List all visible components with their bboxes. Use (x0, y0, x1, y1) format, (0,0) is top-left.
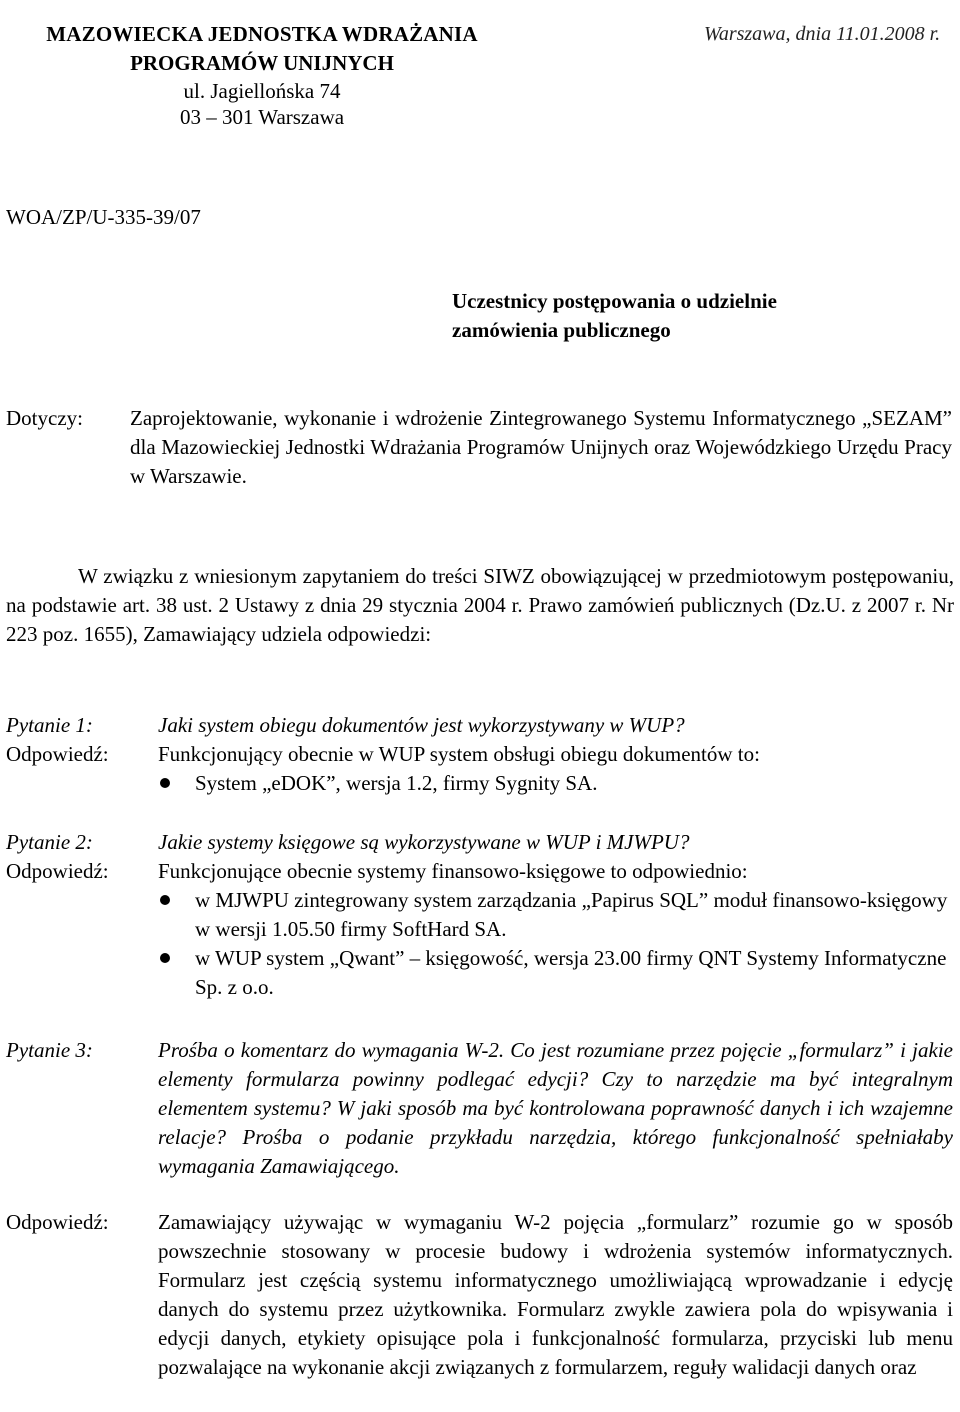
subject-text: Zaprojektowanie, wykonanie i wdrożenie Zintegrowanego Systemu Informatycznego „SEZAM” dla Mazowieckiej Jednostki Wdrażania Programów Unijnych oraz Wojewódzkiego Urzędu Pracy w Warszawie. (130, 406, 952, 488)
list-item-text: w WUP system „Qwant” – księgowość, wersja 23.00 firmy QNT Systemy Informatyczne Sp. z o.o. (195, 946, 947, 999)
answer-1-list (158, 769, 953, 798)
answer-1-text: Funkcjonujący obecnie w WUP system obsługi obiegu dokumentów to: (158, 742, 760, 766)
list-item (158, 886, 953, 944)
org-address-city: 03 – 301 Warszawa (179, 105, 345, 129)
answer-2-list (158, 886, 953, 1002)
question-1-text: Jaki system obiegu dokumentów jest wykorzystywany w WUP? (158, 713, 685, 737)
letter-date: Warszawa, dnia 11.01.2008 r. (704, 23, 941, 45)
sender-block (6, 20, 518, 130)
bullet-icon (160, 895, 170, 905)
bullet-icon (160, 778, 170, 788)
recipient-line-2: zamówienia publicznego (452, 318, 671, 342)
bullet-icon (160, 953, 170, 963)
list-item-text: w MJWPU zintegrowany system zarządzania „Papirus SQL” moduł finansowo-księgowy w wersji 1.05.50 firmy SoftHard SA. (195, 888, 948, 941)
question-3-text: Prośba o komentarz do wymagania W-2. Co jest rozumiane przez pojęcie „formularz” i jakie elementy formularza powinny podlegać edycji? Czy to narzędzie ma być integralnym elementem systemu? W jaki sposób ma być kontrolowana poprawność danych i ich wzajemne relacje? Prośba o podanie przykładu narzędzia, którego funkcjonalność spełniałaby wymagania Zamawiającego. (158, 1038, 953, 1178)
question-2-label: Pytanie 2: (6, 830, 93, 854)
answer-2-block (158, 857, 953, 1002)
subject-label: Dotyczy: (6, 406, 83, 430)
answer-3-label: Odpowiedź: (6, 1210, 109, 1234)
answer-1-block (158, 740, 953, 798)
list-item-text: System „eDOK”, wersja 1.2, firmy Sygnity SA. (195, 771, 598, 795)
question-1-label: Pytanie 1: (6, 713, 93, 737)
question-3-label: Pytanie 3: (6, 1038, 93, 1062)
answer-3-text: Zamawiający używając w wymaganiu W-2 pojęcia „formularz” rozumie go w sposób powszechnie stosowany w procesie budowy i wdrożenia systemów informatycznych. Formularz jest częścią systemu informatycznego umożliwiającą wprowadzanie i edycję danych do systemu przez użytkownika. Formularz zwykle zawiera pola do wpisywania i edycji danych, etykiety opisujące pola i funkcjonalność formularza, przyciski lub menu pozwalające na wykonanie akcji związanych z formularzem, reguły walidacji danych oraz (158, 1210, 953, 1379)
answer-2-text: Funkcjonujące obecnie systemy finansowo-księgowe to odpowiednio: (158, 859, 748, 883)
intro-paragraph: W związku z wniesionym zapytaniem do treści SIWZ obowiązującej w przedmiotowym postępowaniu, na podstawie art. 38 ust. 2 Ustawy z dnia 29 stycznia 2004 r. Prawo zamówień publicznych (Dz.U. z 2007 r. Nr 223 poz. 1655), Zamawiający udziela odpowiedzi: (6, 564, 954, 646)
reference-number: WOA/ZP/U-335-39/07 (6, 205, 201, 229)
org-name-line-2: PROGRAMÓW UNIJNYCH (130, 51, 394, 75)
org-address-street: ul. Jagiellońska 74 (183, 79, 341, 103)
recipient-line-1: Uczestnicy postępowania o udzielnie (452, 289, 777, 313)
answer-2-label: Odpowiedź: (6, 859, 109, 883)
answer-1-label: Odpowiedź: (6, 742, 109, 766)
recipient-block (452, 287, 777, 345)
org-name-line-1: MAZOWIECKA JEDNOSTKA WDRAŻANIA (46, 22, 478, 46)
list-item (158, 769, 953, 798)
list-item (158, 944, 953, 1002)
question-2-text: Jakie systemy księgowe są wykorzystywane w WUP i MJWPU? (158, 830, 690, 854)
